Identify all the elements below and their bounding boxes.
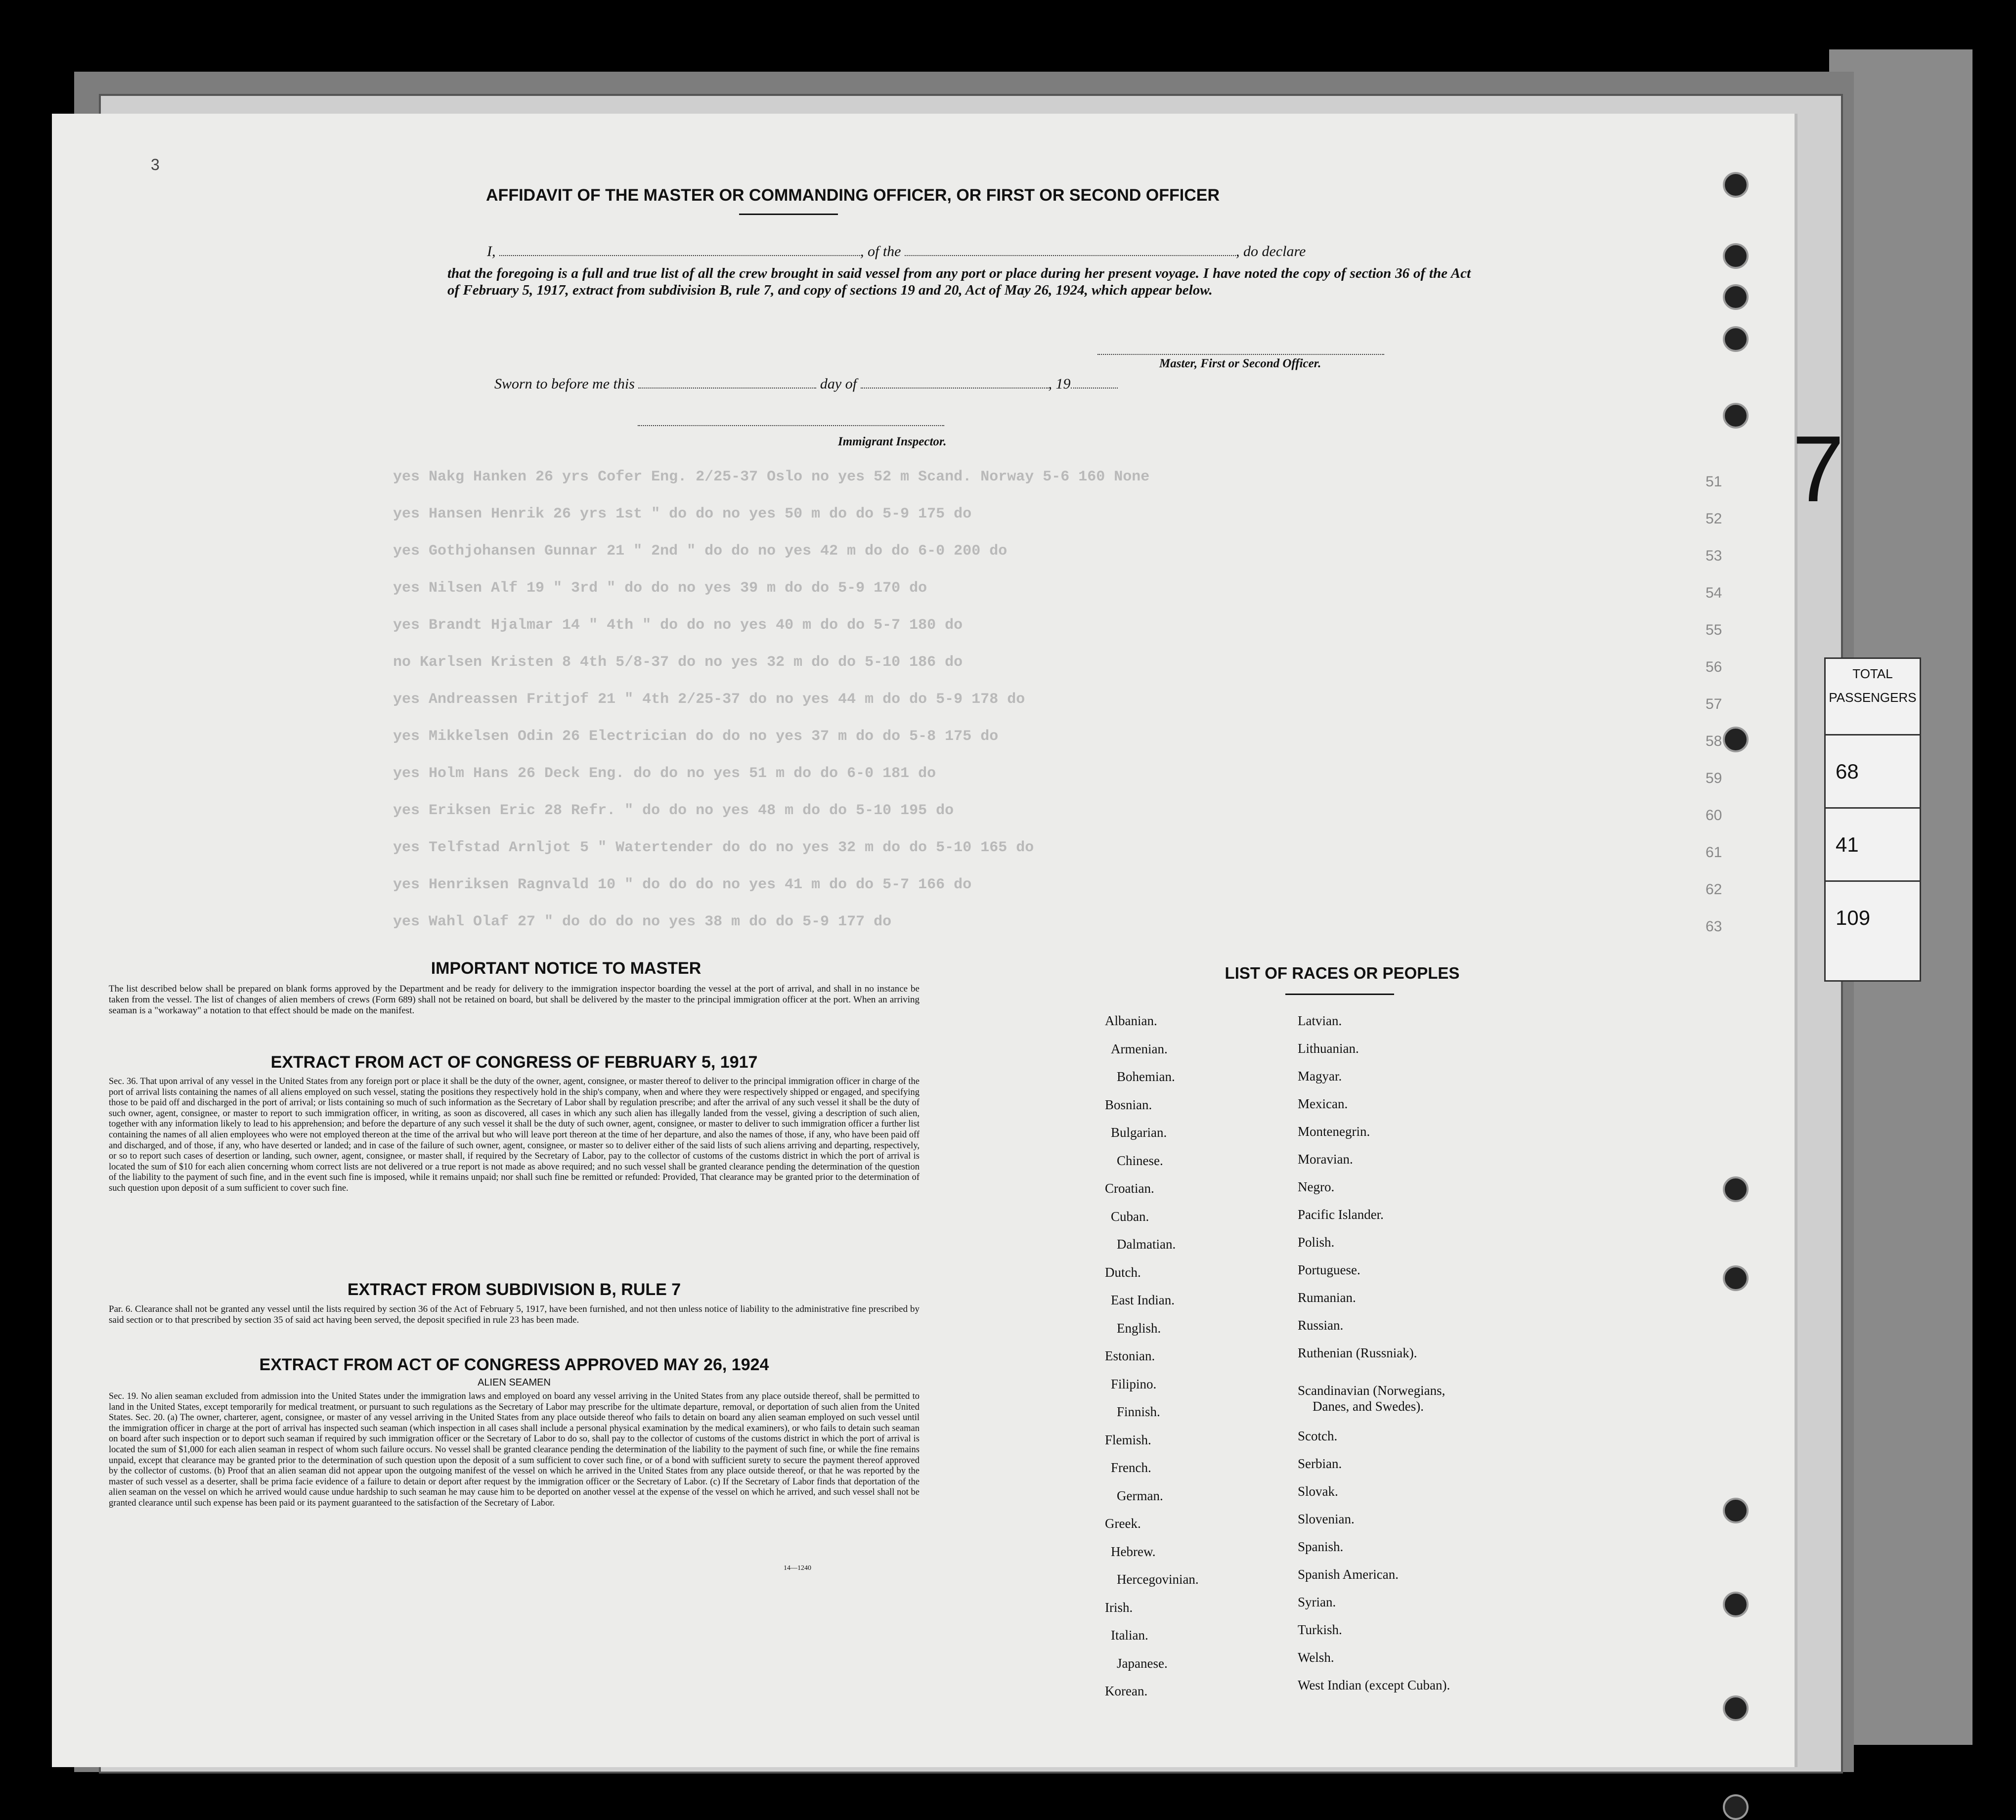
race-item: Rumanian. — [1298, 1290, 1356, 1305]
race-item: Ruthenian (Russniak). — [1298, 1345, 1417, 1360]
races-title: LIST OF RACES OR PEOPLES — [1225, 964, 1460, 982]
bleed-row-number: 59 — [1706, 770, 1722, 786]
bleed-row-text: yes Wahl Olaf 27 " do do do no yes 38 m do do 5-9 177 do — [393, 913, 892, 930]
bleed-row-text: yes Gothjohansen Gunnar 21 " 2nd " do do no yes 42 m do do 6-0 200 do — [393, 543, 1008, 560]
race-item: Bohemian. — [1117, 1069, 1175, 1084]
punch-hole — [1723, 1498, 1749, 1523]
race-item: Scandinavian (Norwegians, — [1298, 1383, 1446, 1398]
tally-header: TOTAL PASSENGERS — [1826, 659, 1920, 736]
bleed-row-text: yes Nilsen Alf 19 " 3rd " do do no yes 39 m do do 5-9 170 do — [393, 580, 927, 597]
inspector-label: Immigrant Inspector. — [838, 435, 947, 448]
race-item: Armenian. — [1111, 1041, 1168, 1056]
extract-1917-title: EXTRACT FROM ACT OF CONGRESS OF FEBRUARY 5, 1917 — [270, 1053, 758, 1072]
notice-title: IMPORTANT NOTICE TO MASTER — [431, 959, 701, 978]
tally-value-3: 109 — [1836, 906, 1871, 929]
race-item: Japanese. — [1117, 1655, 1168, 1671]
affidavit-body: that the foregoing is a full and true list of all the crew brought in said vessel from any port or place during her present voyage. I have noted the copy of section 36 of the Act of February 5, 1917, extract from subdivision B, rule 7, and copy of sections 19 and 20, Act of May 26, 1924, which appear below. — [447, 265, 1471, 298]
sworn-line — [494, 376, 1118, 392]
name-blank — [499, 255, 860, 256]
tally-box — [1824, 657, 1921, 982]
races-rule — [1285, 994, 1394, 995]
race-item: Scotch. — [1298, 1429, 1338, 1443]
alien-seamen-subtitle: ALIEN SEAMEN — [478, 1377, 551, 1388]
bleed-row-number: 53 — [1706, 548, 1722, 564]
bleed-row-text: yes Hansen Henrik 26 yrs 1st " do do no yes 50 m do do 5-9 175 do — [393, 506, 972, 522]
bleed-row-number: 62 — [1706, 881, 1722, 898]
handwritten-mark: 7 — [1792, 417, 1844, 521]
sworn-text: Sworn to before me this — [494, 376, 635, 392]
race-item: Spanish. — [1298, 1539, 1344, 1554]
race-item: English. — [1117, 1320, 1161, 1336]
affidavit-sheet — [52, 114, 1844, 1767]
race-item: Welsh. — [1298, 1650, 1334, 1665]
race-item: Portuguese. — [1298, 1262, 1360, 1277]
race-item: Lithuanian. — [1298, 1041, 1359, 1056]
extract-1924-body: Sec. 19. No alien seaman excluded from admission into the United States under the immigration laws and employed on board any vessel arriving in the United States from any place outside thereof, shall be permitted to land in the United States, except temporarily for medical treatment, or pursuant to such regulations as the Secretary of Labor may prescribe for the ultimate departure, removal, or deportation of such alien from the United States. Sec. 20. (a) The owner, charterer, agent, consignee, or master of any vessel arriving in the United States from any place outside thereof who fails to detain on board any alien seaman employed on such vessel until the immigration officer in charge at the port of arrival has inspected such seaman (which inspection in all cases shall include a personal physical examination by the medical examiners), or who fails to detain such seaman on board after such inspection or to deport such seaman if required by such immigration officer or the Secretary of Labor to do so, shall pay to the collector of customs of the customs district in which the port of arrival is located the sum of $1,000 for each alien seaman in respect of whom such failure occurs. No vessel shall be granted clearance pending the determination of the liability to the payment of such fine, or while the fine remains unpaid, except that clearance may be granted prior to the determination of such question upon the deposit of a sum sufficient to cover such fine, or of a bond with sufficient surety to secure the payment thereof approved by the collector of customs. (b) Proof that an alien seaman did not appear upon the outgoing manifest of the vessel on which he arrived in the United States from any place outside thereof, or that he was reported by the master of such vessel as a deserter, shall be prima facie evidence of a failure to detain or deport after request by the immigration officer or the Secretary of Labor. (c) If the Secretary of Labor finds that deportation of the alien seaman on the vessel on which he arrived would cause undue hardship to such seaman he may cause him to be deported on another vessel at the expense of the vessel on which he arrived, and such vessel shall not be granted clearance until such expense has been paid or its payment guaranteed to the satisfaction of the Secretary of Labor. — [109, 1391, 920, 1508]
bleed-row-number: 54 — [1706, 585, 1722, 601]
race-item: Latvian. — [1298, 1013, 1342, 1028]
bleed-row-text: yes Nakg Hanken 26 yrs Cofer Eng. 2/25-37 Oslo no yes 52 m Scand. Norway 5-6 160 None — [393, 469, 1150, 485]
bleed-row-number: 52 — [1706, 511, 1722, 527]
punch-hole — [1723, 243, 1749, 269]
extract-1917-body: Sec. 36. That upon arrival of any vessel in the United States from any foreign port or place it shall be the duty of the owner, agent, consignee, or master thereof to deliver to the principal immigration officer in charge of the port of arrival lists containing the names of all aliens employed on such vessel, stating the positions they respectively hold in the ship's company, when and where they were respectively shipped or engaged, and specifying those to be paid off and discharged in the port of arrival; or lists containing so much of such information as the Secretary of Labor shall by regulation prescribe; and after the arrival of any such vessel it shall be the duty of such owner, agent, consignee, or master to report to such immigration officer, in writing, as soon as discovered, all cases in which any such alien has illegally landed from the vessel, giving a description of such alien, together with any information likely to lead to his apprehension; and before the departure of any such vessel it shall be the duty of such owner, agent, consignee, or master to deliver to such immigration officer a further list containing the names of all alien employees who were not employed thereon at the time of the arrival but who will leave port thereon at the time of her departure, and also the names of those, if any, who have been paid off and discharged, and of those, if any, who have deserted or landed; and in case of the failure of such owner, agent, consignee, or master so to deliver either of the said lists of such aliens arriving and departing, respectively, or so to report such cases of desertion or landing, such owner, agent, consignee, or master shall, if required by the Secretary of Labor, pay to the collector of customs of the customs district in which the port of arrival is located the sum of $10 for each alien concerning whom correct lists are not delivered or a true report is not made as above required; and no such vessel shall be granted clearance pending the determination of the question of the liability to the payment of such fine, and in the event such fine is imposed, while it remains unpaid; nor shall such fine be remitted or refunded: Provided, That clearance may be granted prior to the determination of such question upon deposit of a sum sufficient to cover such fine. — [109, 1077, 920, 1193]
sworn-day-of: day of — [820, 376, 857, 392]
race-item: Negro. — [1298, 1179, 1335, 1194]
punch-hole — [1723, 1176, 1749, 1202]
race-item: Finnish. — [1117, 1404, 1160, 1419]
bleed-row-text: yes Mikkelsen Odin 26 Electrician do do no yes 37 m do do 5-8 175 do — [393, 728, 999, 745]
race-item: Magyar. — [1298, 1069, 1342, 1083]
punch-hole — [1723, 172, 1749, 198]
race-item: Hercegovinian. — [1117, 1572, 1199, 1587]
race-item: Cuban. — [1111, 1209, 1149, 1224]
race-item: Irish. — [1105, 1600, 1133, 1615]
race-item: German. — [1117, 1488, 1163, 1503]
race-item: Filipino. — [1111, 1376, 1157, 1391]
race-item: Korean. — [1105, 1684, 1148, 1698]
punch-hole — [1723, 284, 1749, 310]
race-item: Russian. — [1298, 1318, 1344, 1333]
affidavit-title: AFFIDAVIT OF THE MASTER OR COMMANDING OFFICER, OR FIRST OR SECOND OFFICER — [486, 186, 1220, 205]
punch-hole — [1723, 1265, 1749, 1291]
race-item: French. — [1111, 1460, 1151, 1475]
race-item: Pacific Islander. — [1298, 1207, 1384, 1222]
race-item: Hebrew. — [1111, 1544, 1156, 1559]
race-item: Dutch. — [1105, 1264, 1141, 1280]
sworn-year-blank — [1071, 388, 1118, 389]
affidavit-i: I, — [487, 243, 499, 260]
bleed-row-number: 51 — [1706, 474, 1722, 490]
punch-hole — [1723, 326, 1749, 352]
punch-hole — [1723, 1794, 1749, 1820]
race-item: Italian. — [1111, 1628, 1148, 1643]
bleed-row-text: yes Andreassen Fritjof 21 " 4th 2/25-37 do no yes 44 m do do 5-9 178 do — [393, 691, 1025, 708]
vessel-blank — [905, 255, 1236, 256]
race-item: Serbian. — [1298, 1456, 1342, 1471]
punch-hole — [1723, 403, 1749, 429]
bleed-row-text: yes Brandt Hjalmar 14 " 4th " do do no yes 40 m do do 5-7 180 do — [393, 617, 963, 634]
race-item: Greek. — [1105, 1516, 1141, 1531]
master-signature-line — [1097, 354, 1384, 355]
inspector-signature-line — [638, 425, 944, 426]
bleed-row-number: 58 — [1706, 733, 1722, 749]
bleed-row-number: 56 — [1706, 659, 1722, 675]
race-item: Slovenian. — [1298, 1512, 1355, 1526]
bleed-row-number: 57 — [1706, 696, 1722, 712]
bleed-row-number: 61 — [1706, 844, 1722, 861]
race-item: Bosnian. — [1105, 1097, 1152, 1112]
race-item: Chinese. — [1117, 1153, 1163, 1168]
affidavit-declare: , do declare — [1236, 243, 1306, 260]
form-number: 14—1240 — [784, 1564, 811, 1572]
race-item: Dalmatian. — [1117, 1237, 1176, 1252]
bleed-row-text: no Karlsen Kristen 8 4th 5/8-37 do no yes 32 m do do 5-10 186 do — [393, 654, 963, 671]
notice-body: The list described below shall be prepared on blank forms approved by the Department and be ready for delivery to the immigration inspector boarding the vessel at the port of arrival, and shall in no instance be taken from the vessel. The list of changes of alien members of crews (Form 689) shall not be retained on board, but shall be delivered by the master to the principal immigration officer at the port. When an arriving seaman is a "workaway" a notation to that effect should be made on the manifest. — [109, 984, 920, 1016]
affidavit-declaration-line — [487, 243, 1481, 260]
race-item: Albanian. — [1105, 1013, 1157, 1028]
race-item: Flemish. — [1105, 1432, 1151, 1447]
sworn-month-blank — [861, 388, 1049, 389]
tally-value-1: 68 — [1826, 736, 1920, 809]
tally-value-2: 41 — [1826, 809, 1920, 882]
punch-hole — [1723, 727, 1749, 752]
bleed-row-text: yes Henriksen Ragnvald 10 " do do do no yes 41 m do do 5-7 166 do — [393, 876, 972, 893]
race-item: East Indian. — [1111, 1293, 1175, 1307]
race-item: Polish. — [1298, 1235, 1335, 1250]
bleed-row-number: 60 — [1706, 807, 1722, 823]
race-item: Bulgarian. — [1111, 1125, 1167, 1140]
bleed-row-number: 55 — [1706, 622, 1722, 638]
bleed-row-text: yes Telfstad Arnljot 5 " Watertender do do no yes 32 m do do 5-10 165 do — [393, 839, 1034, 856]
race-item: Turkish. — [1298, 1622, 1342, 1637]
extract-rule7-title: EXTRACT FROM SUBDIVISION B, RULE 7 — [347, 1280, 681, 1299]
bleed-row-text: yes Eriksen Eric 28 Refr. " do do no yes 48 m do do 5-10 195 do — [393, 802, 954, 819]
extract-1924-title: EXTRACT FROM ACT OF CONGRESS APPROVED MAY 26, 1924 — [259, 1355, 769, 1374]
extract-rule7-body: Par. 6. Clearance shall not be granted any vessel until the lists required by section 36 of the Act of February 5, 1917, have been furnished, and not then unless notice of liability to the administrative fine prescribed by said section or to that prescribed by section 35 of said act having been served, the deposit specified in rule 23 has been made. — [109, 1304, 920, 1325]
sworn-day-blank — [638, 388, 816, 389]
race-item: Moravian. — [1298, 1152, 1353, 1167]
race-item: West Indian (except Cuban). — [1298, 1678, 1450, 1692]
punch-hole — [1723, 1695, 1749, 1721]
affidavit-of-the: , of the — [860, 243, 905, 260]
race-item: Montenegrin. — [1298, 1124, 1370, 1139]
race-item: Spanish American. — [1298, 1567, 1399, 1582]
page-mark: 3 — [151, 156, 160, 173]
race-item: Danes, and Swedes). — [1313, 1399, 1424, 1414]
race-item: Mexican. — [1298, 1096, 1348, 1111]
race-item: Syrian. — [1298, 1595, 1336, 1609]
race-item: Croatian. — [1105, 1181, 1154, 1196]
bleed-row-text: yes Holm Hans 26 Deck Eng. do do no yes 51 m do do 6-0 181 do — [393, 765, 936, 782]
title-rule — [739, 214, 838, 215]
race-item: Slovak. — [1298, 1484, 1338, 1499]
race-item: Estonian. — [1105, 1348, 1155, 1363]
sworn-year: , 19 — [1048, 376, 1071, 392]
master-label: Master, First or Second Officer. — [1159, 357, 1321, 370]
bleed-row-number: 63 — [1706, 918, 1722, 935]
punch-hole — [1723, 1592, 1749, 1617]
